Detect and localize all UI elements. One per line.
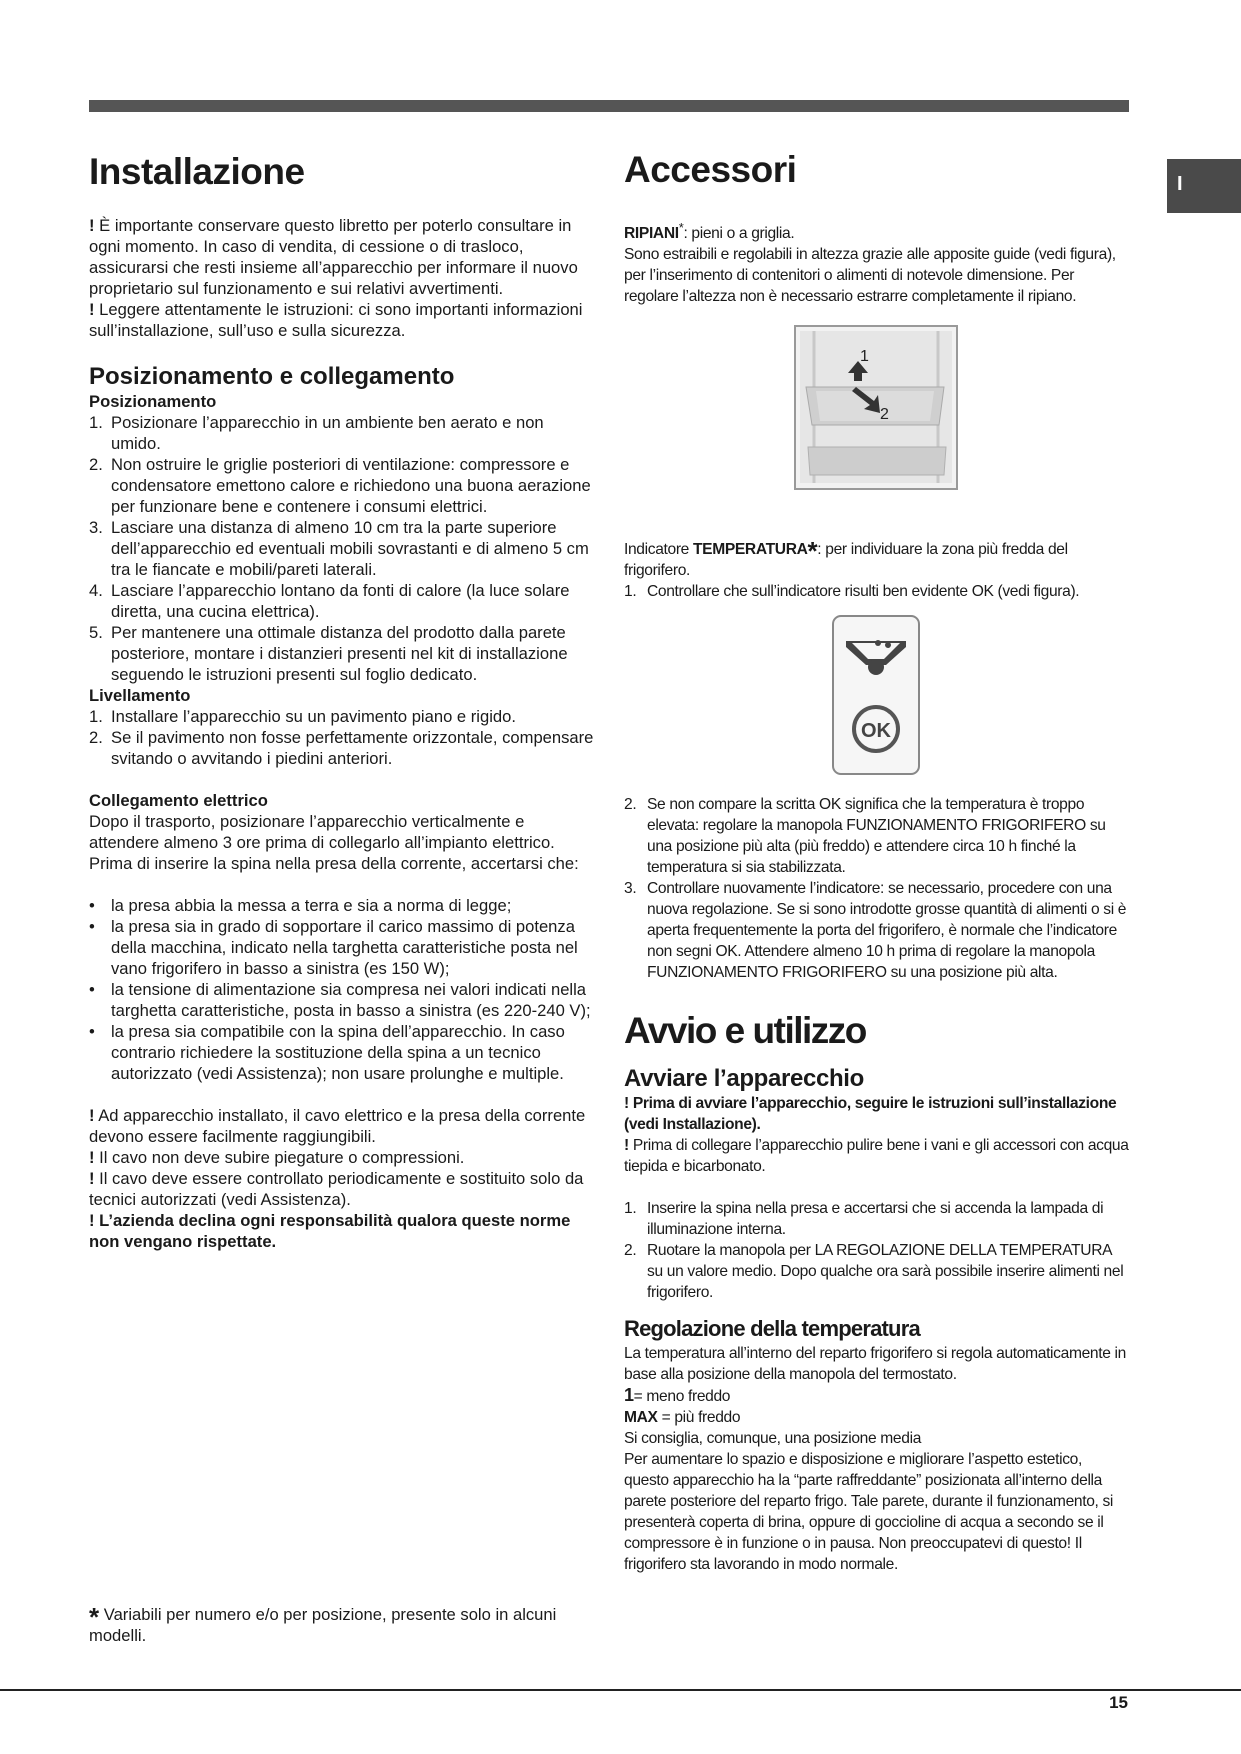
list-item [89, 1021, 594, 1084]
list-number: 1. [89, 413, 103, 432]
electrical-warning-3 [89, 1168, 594, 1210]
shelf-figure [794, 325, 958, 490]
list-text: Se non compare la scritta OK significa che la temperatura è troppo elevata: regolare la manopola FUNZIONAMENTO FRIGORIFERO su una posizione più alta (più freddo) e attendere circa 10 h finché la temperatura si sia stabilizzata. [647, 796, 1106, 877]
electrical-warning-2 [89, 1147, 594, 1168]
list-number: 1. [89, 707, 103, 726]
warning-text: Il cavo deve essere controllato periodicamente e sostituito solo da tecnici autorizzati (vedi Assistenza). [89, 1169, 584, 1209]
list-number: 2. [89, 455, 103, 474]
shelves-description [624, 244, 1130, 307]
startup-heading-wrap [624, 1009, 1130, 1055]
startup-warning-bold: ! Prima di avviare l’apparecchio, seguire le istruzioni sull’installazione (vedi Installazione). [624, 1095, 1117, 1134]
advice-text: Si consiglia, comunque, una posizione media [624, 1430, 922, 1448]
max-text: = più freddo [657, 1409, 741, 1427]
list-text: la presa abbia la messa a terra e sia a norma di legge; [111, 896, 512, 915]
regulation-text: La temperatura all’interno del reparto frigorifero si regola automaticamente in base alla posizione della manopola del termostato. [624, 1345, 1126, 1384]
warning-mark: ! [89, 216, 95, 235]
warning-mark: ! [89, 1148, 95, 1167]
leveling-list [89, 706, 594, 769]
figure-label: 1 [860, 348, 869, 365]
min-text: = meno freddo [633, 1388, 731, 1406]
list-number: 4. [89, 581, 103, 600]
list-number: 2. [624, 796, 637, 814]
list-number: 1. [624, 1200, 637, 1218]
language-tab-label: I [1177, 173, 1183, 195]
warning-text: Prima di collegare l’apparecchio pulire bene i vani e gli accessori con acqua tiepida e bicarbonato. [624, 1137, 1129, 1176]
footnote [89, 1604, 599, 1646]
electrical-subtitle: Collegamento elettrico [89, 791, 268, 810]
list-text: Inserire la spina nella presa e accertarsi che si accenda la lampada di illuminazione interna. [647, 1200, 1104, 1239]
list-item [89, 979, 594, 1021]
top-rule [89, 100, 1129, 112]
language-tab [1167, 159, 1241, 213]
temperature-list-1 [624, 581, 1130, 602]
positioning-section-title: Posizionamento e collegamento [89, 363, 455, 390]
list-item [89, 895, 594, 916]
see-figure-link[interactable]: vedi figura [1038, 246, 1107, 264]
shelves-text: : pieni o a griglia. [683, 225, 795, 243]
cooling-wall-text: Per aumentare lo spazio e disposizione e migliorare l’aspetto estetico, questo apparecchio ha la “parte raffreddante” posizionata all’interno della parete posteriore del reparto frigo. Tale parete, durante il funzionamento, si presenterà coperta di brina, oppure di goccioline di acqua a secondo se il compressore è in funzione o in pausa. Non preoccupatevi di questo! Il frigorifero sta lavorando in modo normale. [624, 1451, 1114, 1574]
start-appliance-subtitle: Avviare l’apparecchio [624, 1065, 864, 1093]
asterisk-icon: * [678, 220, 684, 235]
list-text: Controllare nuovamente l’indicatore: se necessario, procedere con una nuova regolazione. Se si sono introdotte grosse quantità di alimenti o si è aperta frequentemente la porta del frigorifero, è normale che l’indicatore non segni OK. Attendere almeno 10 h prima di regolare la manopola FUNZIONAMENTO FRIGORIFERO su una posizione più alta. [647, 880, 1127, 982]
list-number: 1. [624, 583, 637, 601]
warning-mark: ! [89, 1169, 95, 1188]
list-number: 2. [89, 728, 103, 747]
left-column [89, 150, 594, 1252]
list-item [624, 878, 1130, 983]
list-item [624, 794, 1130, 878]
list-text: la tensione di alimentazione sia compresa nei valori indicati nella targhetta caratteristiche, posta in basso a sinistra (es 220-240 V); [111, 980, 591, 1020]
shelves-line [624, 217, 1130, 244]
list-text: Se il pavimento non fosse perfettamente orizzontale, compensare svitando o avvitando i piedini anteriori. [111, 728, 594, 768]
list-item [624, 581, 1130, 602]
list-item [89, 727, 594, 769]
max-label: MAX [624, 1409, 658, 1427]
accessories-title: Accessori [624, 149, 797, 190]
asterisk-icon: * [89, 1602, 100, 1632]
temperature-pre: Indicatore [624, 541, 693, 559]
list-text: Non ostruire le griglie posteriori di ventilazione: compressore e condensatore emettono calore e richiedono una buona aerazione per funzionare bene e contenere i consumi elettrici. [111, 455, 591, 516]
see-figure-link[interactable]: vedi figura [1002, 583, 1071, 601]
temperature-post: : per individuare la zona più fredda del frigorifero. [624, 541, 1068, 580]
list-text: Ruotare la manopola per LA REGOLAZIONE DELLA TEMPERATURA su un valore medio. Dopo qualche ora sarà possibile inserire alimenti nel frigorifero. [647, 1242, 1124, 1302]
list-text: ); non usare prolunghe e multiple. [316, 1064, 564, 1083]
warning-text: Ad apparecchio installato, il cavo elettrico e la presa della corrente devono essere facilmente raggiungibili. [89, 1106, 586, 1146]
warning-mark: ! [89, 1211, 95, 1230]
installation-heading-wrap [89, 150, 594, 196]
list-number: 3. [89, 518, 103, 537]
installation-title: Installazione [89, 151, 305, 192]
shelves-label: RIPIANI [624, 225, 679, 243]
list-item [89, 454, 594, 517]
list-item [89, 580, 594, 622]
list-text: Controllare che sull’indicatore risulti ben evidente OK ( [647, 583, 1003, 601]
list-item [89, 412, 594, 454]
min-label: 1 [624, 1385, 634, 1406]
intro-text-1: È importante conservare questo libretto per poterlo consultare in ogni momento. In caso di vendita, di cessione o di trasloco, assicurarsi che resti insieme all’apparecchio per informare il nuovo proprietario sul funzionamento e sui relativi avvertimenti. [89, 216, 578, 298]
list-number: 2. [624, 1242, 637, 1260]
list-text: Lasciare l’apparecchio lontano da fonti di calore (la luce solare diretta, una cucina elettrica). [111, 581, 570, 621]
positioning-list [89, 412, 594, 685]
list-item [624, 1240, 1130, 1303]
startup-title: Avvio e utilizzo [624, 1010, 866, 1052]
liability-warning [89, 1210, 594, 1252]
list-text: ). [1070, 583, 1080, 601]
warning-mark: ! [624, 1137, 629, 1155]
intro-paragraph-2 [89, 299, 594, 341]
figure-label: 2 [880, 406, 889, 423]
electrical-warning-1 [89, 1105, 594, 1147]
leveling-subtitle: Livellamento [89, 686, 191, 705]
startup-list [624, 1198, 1130, 1303]
list-number: 5. [89, 623, 103, 642]
page-number: 15 [1109, 1693, 1128, 1712]
temperature-label: TEMPERATURA [692, 541, 808, 559]
list-text: Posizionare l’apparecchio in un ambiente ben aerato e non umido. [111, 413, 544, 453]
bullet-icon: • [89, 896, 95, 915]
list-text: la presa sia compatibile con la spina dell’apparecchio. In caso contrario richiedere la sostituzione della spina a un tecnico autorizzato ( [111, 1022, 565, 1083]
temperature-indicator-line [624, 536, 1130, 581]
warning-text: Il cavo non deve subire piegature o compressioni. [94, 1148, 465, 1167]
electrical-checklist [89, 895, 594, 1084]
assistance-link[interactable]: vedi Assistenza [202, 1064, 317, 1083]
intro-text-2: Leggere attentamente le istruzioni: ci sono importanti informazioni sull’installazione, sull’uso e sulla sicurezza. [89, 300, 583, 340]
list-number: 3. [624, 880, 637, 898]
list-item [89, 706, 594, 727]
temperature-list-2 [624, 794, 1130, 983]
list-item [624, 1198, 1130, 1240]
temperature-indicator-figure [832, 615, 920, 775]
list-text: la presa sia in grado di sopportare il carico massimo di potenza della macchina, indicato nella targhetta caratteristiche posta nel vano frigorifero in basso a sinistra (es 150 W); [111, 917, 578, 978]
warning-text: L’azienda declina ogni responsabilità qualora queste norme non vengano rispettate. [89, 1211, 571, 1251]
asterisk-icon: * [807, 536, 818, 567]
warning-mark: ! [89, 300, 95, 319]
electrical-intro: Dopo il trasporto, posizionare l’apparecchio verticalmente e attendere almeno 3 ore prima di collegarlo all’impianto elettrico. Prima di inserire la spina nella presa della corrente, accertarsi che: [89, 812, 579, 873]
footnote-text: Variabili per numero e/o per posizione, presente solo in alcuni modelli. [89, 1605, 557, 1645]
list-item [89, 622, 594, 685]
intro-paragraph-1 [89, 215, 594, 299]
bullet-icon: • [89, 1022, 95, 1041]
positioning-subtitle: Posizionamento [89, 392, 217, 411]
accessories-heading-wrap [624, 148, 1130, 194]
list-item [89, 916, 594, 979]
bottom-rule [0, 1689, 1241, 1691]
max-setting [624, 1407, 1130, 1428]
list-text: Installare l’apparecchio su un pavimento piano e rigido. [111, 707, 516, 726]
list-text: Per mantenere una ottimale distanza del prodotto dalla parete posteriore, montare i distanzieri presenti nel kit di installazione seguendo le istruzioni presenti sul foglio dedicato. [111, 623, 568, 684]
list-item [89, 517, 594, 580]
shelves-desc-text: ), per l’inserimento di contenitori o alimenti di notevole dimensione. Per regolare l’altezza non è necessario estrarre completamente il ripiano. [624, 246, 1116, 306]
temperature-regulation-subtitle: Regolazione della temperatura [624, 1316, 920, 1342]
min-setting [624, 1385, 1130, 1407]
startup-warning [624, 1135, 1130, 1177]
list-text: Lasciare una distanza di almeno 10 cm tra la parte superiore dell’apparecchio ed eventuali mobili sovrastanti e di almeno 5 cm tra le fiancate e mobili/pareti laterali. [111, 518, 589, 579]
bullet-icon: • [89, 980, 95, 999]
bullet-icon: • [89, 917, 95, 936]
shelves-desc-text: Sono estraibili e regolabili in altezza grazie alle apposite guide ( [624, 246, 1039, 264]
ok-label: OK [861, 720, 891, 742]
warning-mark: ! [89, 1106, 95, 1125]
